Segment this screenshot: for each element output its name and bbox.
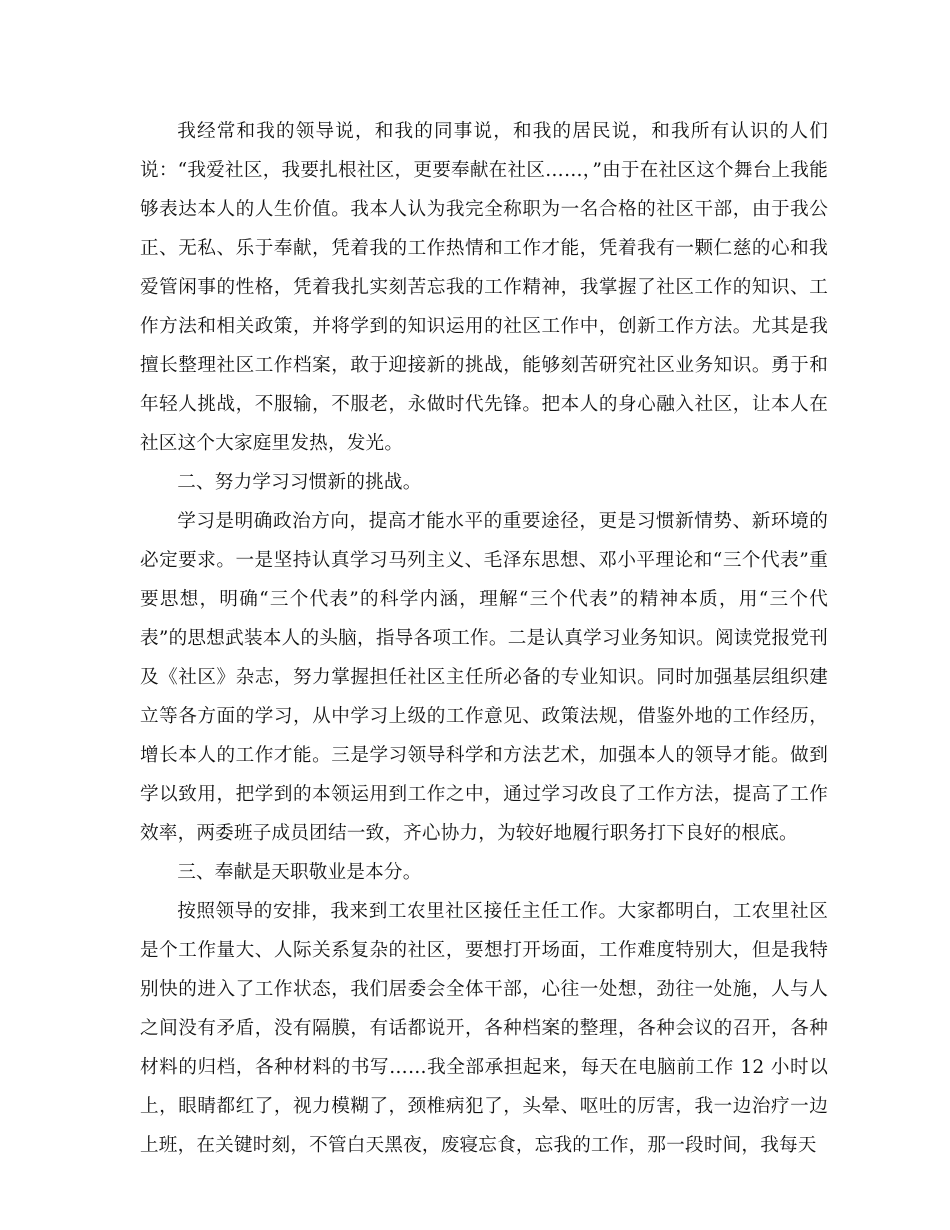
paragraph-devotion: 按照领导的安排，我来到工农里社区接任主任工作。大家都明白，工农里社区是个工作量大、人际关系复杂的社区，要想打开场面，工作难度特别大，但是我特别快的进入了工作状态，我们居委会全体干部，心往一处想，劲往一处施，人与人之间没有矛盾，没有隔膜，有话都说开，各种档案的整理，各种会议的召开，各种材料的归档，各种材料的书写……我全部承担起来，每天在电脑前工作 12 小时以上，眼睛都红了，视力模糊了，颈椎病犯了，头晕、呕吐的厉害，我一边治疗一边上班，在关键时刻，不管白天黑夜，废寝忘食，忘我的工作，那一段时间，我每天 bbox=[140, 901, 828, 1156]
section-heading-study: 二、努力学习习惯新的挑战。 bbox=[177, 472, 422, 493]
paragraph-study: 学习是明确政治方向，提高才能水平的重要途径，更是习惯新情势、新环境的必定要求。一是坚持认真学习马列主义、毛泽东思想、邓小平理论和“三个代表”重要思想，明确“三个代表”的科学内涵，理解“三个代表”的精神本质，用“三个代表”的思想武装本人的头脑，指导各项工作。二是认真学习业务知识。阅读党报党刊及《社区》杂志，努力掌握担任社区主任所必备的专业知识。同时加强基层组织建立等各方面的学习，从中学习上级的工作意见、政策法规，借鉴外地的工作经历，增长本人的工作才能。三是学习领导科学和方法艺术，加强本人的领导才能。做到学以致用，把学到的本领运用到工作之中，通过学习改良了工作方法，提高了工作效率，两委班子成员团结一致，齐心协力，为较好地履行职务打下良好的根底。 bbox=[140, 511, 828, 844]
document-body bbox=[140, 112, 828, 1165]
paragraph-community-dedication: 我经常和我的领导说，和我的同事说，和我的居民说，和我所有认识的人们说：“我爱社区，我要扎根社区，更要奉献在社区……，”由于在社区这个舞台上我能够表达本人的人生价值。我本人认为我完全称职为一名合格的社区干部，由于我公正、无私、乐于奉献，凭着我的工作热情和工作才能，凭着我有一颗仁慈的心和我爱管闲事的性格，凭着我扎实刻苦忘我的工作精神，我掌握了社区工作的知识、工作方法和相关政策，并将学到的知识运用的社区工作中，创新工作方法。尤其是我擅长整理社区工作档案，敢于迎接新的挑战，能够刻苦研究社区业务知识。勇于和年轻人挑战，不服输，不服老，永做时代先锋。把本人的身心融入社区，让本人在社区这个大家庭里发热，发光。 bbox=[140, 121, 828, 454]
section-heading-devotion: 三、奉献是天职敬业是本分。 bbox=[177, 862, 422, 883]
